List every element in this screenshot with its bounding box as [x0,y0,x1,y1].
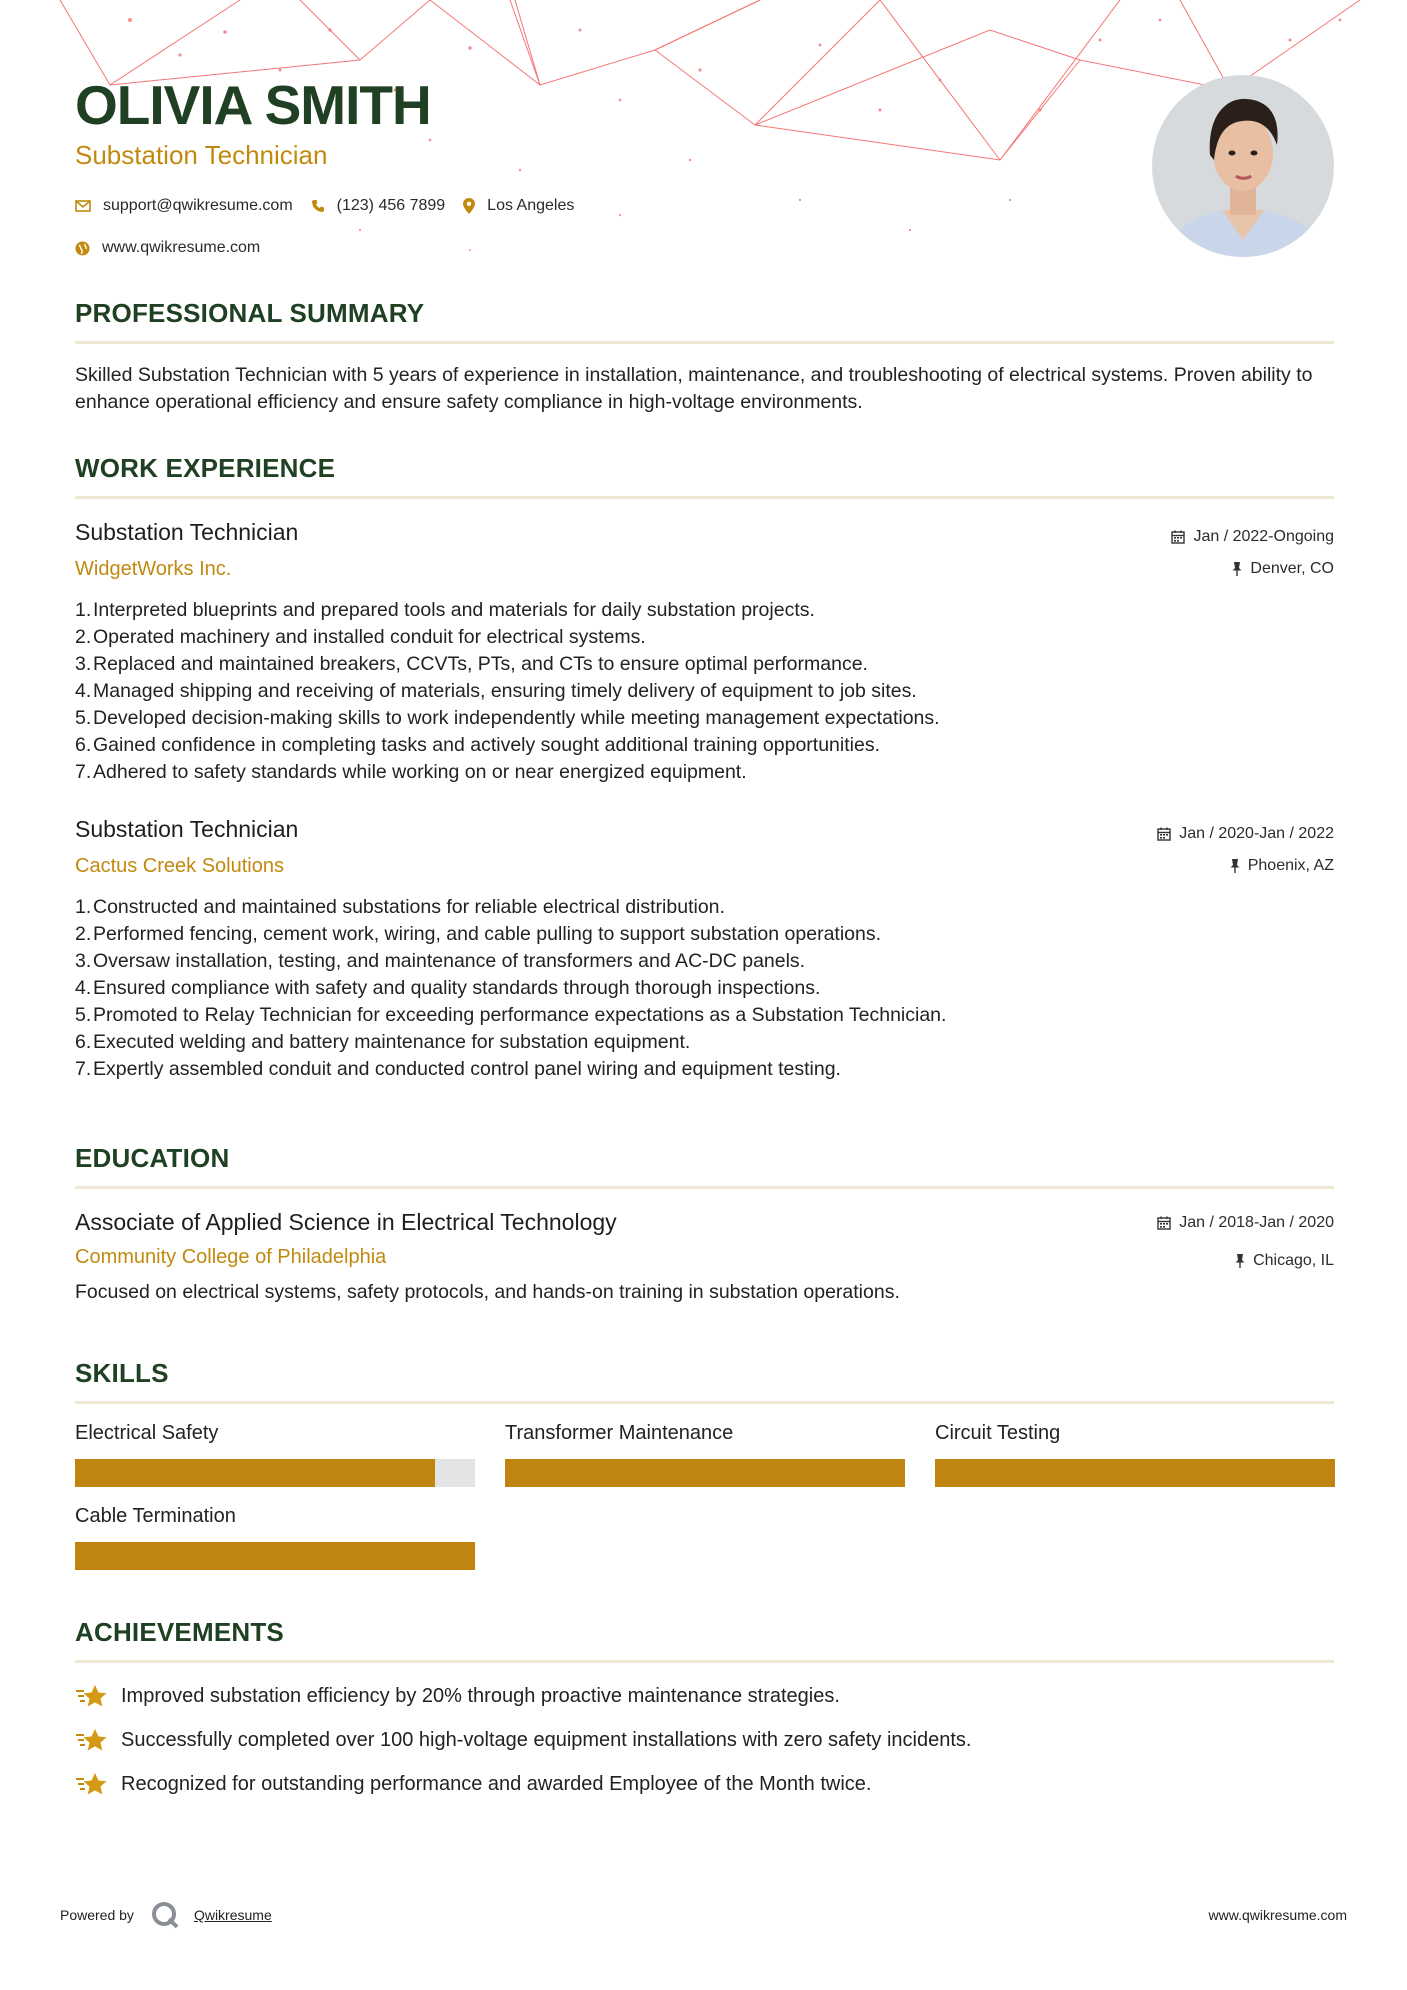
star-award-icon [75,1771,107,1797]
job-location [1171,559,1334,579]
company-name: WidgetWorks Inc. [75,558,232,580]
skill-item [75,1422,475,1487]
job-location-text: Denver, CO [1250,560,1334,577]
skill-bar [935,1459,1335,1487]
job-bullets [75,894,1334,1083]
summary-heading: PROFESSIONAL SUMMARY [75,298,425,328]
job-title: Substation Technician [75,816,299,842]
company-name: Cactus Creek Solutions [75,855,284,877]
website-text: www.qwikresume.com [102,239,261,256]
contact-website[interactable] [75,239,260,257]
job-title: Substation Technician [75,519,299,545]
job-dates [1171,527,1334,547]
section-divider [75,1660,1334,1663]
education-heading: EDUCATION [75,1143,230,1173]
email-text: support@qwikresume.com [103,197,293,214]
achievements-section [75,1617,1334,1799]
job-dates-text: Jan / 2022-Ongoing [1193,528,1334,545]
contact-phone[interactable] [311,197,446,215]
qwikresume-logo-icon [150,1900,180,1930]
school-name: Community College of Philadelphia [75,1246,387,1268]
qwikresume-link[interactable]: Qwikresume [193,1907,272,1923]
location-text: Los Angeles [487,197,575,214]
skill-bar [505,1459,905,1487]
contact-location [463,197,574,215]
job-meta [1171,527,1334,579]
contact-row [75,197,1075,215]
skill-name: Circuit Testing [935,1422,1061,1444]
globe-icon [75,241,90,256]
section-divider [75,1401,1334,1404]
list-item: 3. Replaced and maintained breakers, CCVTs, PTs, and CTs to ensure optimal performance. [75,653,868,675]
degree-title: Associate of Applied Science in Electrical Technology [75,1209,617,1235]
skill-item [75,1505,475,1570]
education-entry [75,1209,1334,1304]
list-item: 2. Performed fencing, cement work, wiring, and cable pulling to support substation operations. [75,923,882,945]
summary-text: Skilled Substation Technician with 5 years of experience in installation, maintenance, and troubleshooting of electrical systems. Proven ability to enhance operational efficiency and ensure safety compliance in high-voltage environments. [75,364,1313,413]
resume-header [75,74,1075,257]
phone-icon [311,199,325,213]
job-location-text: Phoenix, AZ [1247,857,1334,874]
skill-name: Transformer Maintenance [505,1422,734,1444]
achievement-text: Successfully completed over 100 high-voltage equipment installations with zero safety incidents. [121,1728,972,1751]
skill-bar [75,1459,475,1487]
education-section [75,1143,1334,1304]
list-item: 5. Promoted to Relay Technician for exceeding performance expectations as a Substation Technician. [75,1004,947,1026]
list-item: 2. Operated machinery and installed conduit for electrical systems. [75,626,646,648]
job-dates [1157,824,1334,844]
pushpin-icon [1230,859,1240,873]
skill-bar [75,1542,475,1570]
achievement-text: Improved substation efficiency by 20% through proactive maintenance strategies. [121,1684,840,1707]
list-item: 4. Ensured compliance with safety and quality standards through thorough inspections. [75,977,821,999]
contact-email[interactable] [75,197,293,215]
experience-section [75,453,1334,1083]
education-dates [1157,1213,1334,1233]
job-dates-text: Jan / 2020-Jan / 2022 [1179,825,1334,842]
phone-text: (123) 456 7899 [336,197,446,214]
list-item: 1. Constructed and maintained substations for reliable electrical distribution. [75,896,725,918]
calendar-icon [1157,827,1171,841]
skill-item [505,1422,905,1487]
list-item: 6. Gained confidence in completing tasks and actively sought additional training opportunities. [75,734,880,756]
page-footer [60,1900,1347,1930]
map-pin-icon [463,198,475,214]
candidate-role: Substation Technician [75,140,328,170]
skills-grid [75,1422,1334,1570]
powered-by [60,1900,272,1930]
skill-bar-fill [75,1459,435,1487]
job-meta [1157,824,1334,876]
education-meta [1157,1213,1334,1271]
star-award-icon [75,1727,107,1753]
achievements-heading: ACHIEVEMENTS [75,1617,284,1647]
envelope-icon [75,200,91,212]
list-item: 3. Oversaw installation, testing, and maintenance of transformers and AC-DC panels. [75,950,806,972]
calendar-icon [1171,530,1185,544]
job-location [1157,856,1334,876]
skills-section [75,1358,1334,1570]
footer-site-link[interactable]: www.qwikresume.com [1208,1907,1347,1923]
education-dates-text: Jan / 2018-Jan / 2020 [1179,1214,1334,1231]
job-entry [75,816,1334,1083]
education-description: Focused on electrical systems, safety protocols, and hands-on training in substation operations. [75,1281,900,1303]
calendar-icon [1157,1216,1171,1230]
skill-item [935,1422,1335,1487]
job-bullets [75,597,1334,786]
experience-heading: WORK EXPERIENCE [75,453,336,483]
summary-section [75,298,1334,416]
skill-bar-fill [75,1542,475,1570]
star-award-icon [75,1683,107,1709]
achievements-list [75,1681,1334,1799]
pushpin-icon [1232,562,1242,576]
list-item [75,1681,1334,1711]
list-item [75,1769,1334,1799]
powered-by-label: Powered by [60,1907,134,1923]
achievement-text: Recognized for outstanding performance and awarded Employee of the Month twice. [121,1772,872,1795]
education-location-text: Chicago, IL [1253,1252,1334,1269]
skill-bar-fill [935,1459,1335,1487]
section-divider [75,496,1334,499]
skill-bar-fill [505,1459,905,1487]
list-item: 5. Developed decision-making skills to work independently while meeting management expectations. [75,707,940,729]
section-divider [75,1186,1334,1189]
list-item: 4. Managed shipping and receiving of materials, ensuring timely delivery of equipment to job sites. [75,680,917,702]
candidate-name: OLIVIA SMITH [75,74,431,136]
list-item: 1. Interpreted blueprints and prepared tools and materials for daily substation projects. [75,599,815,621]
list-item: 7. Expertly assembled conduit and conducted control panel wiring and equipment testing. [75,1058,841,1080]
skills-heading: SKILLS [75,1358,169,1388]
skill-name: Electrical Safety [75,1422,219,1444]
section-divider [75,341,1334,344]
list-item [75,1725,1334,1755]
profile-photo [1152,75,1334,257]
list-item: 6. Executed welding and battery maintenance for substation equipment. [75,1031,691,1053]
skill-name: Cable Termination [75,1505,236,1527]
contact-row-website [75,239,1075,257]
job-entry [75,519,1334,786]
education-location [1157,1251,1334,1271]
list-item: 7. Adhered to safety standards while working on or near energized equipment. [75,761,747,783]
pushpin-icon [1235,1254,1245,1268]
